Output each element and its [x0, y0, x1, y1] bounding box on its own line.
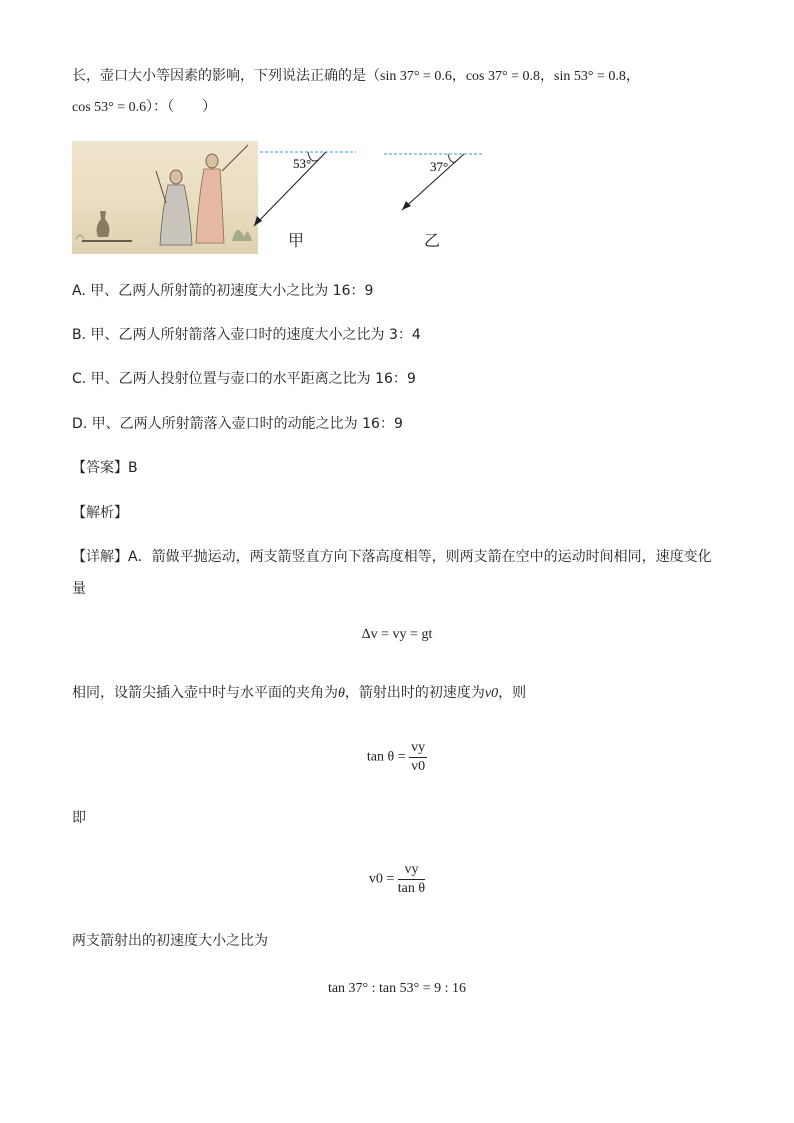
arrow-diagram-jia — [246, 146, 366, 230]
arrow-shaft — [254, 152, 326, 226]
equation-tan-theta — [0, 740, 794, 775]
detail-paragraph-2 — [72, 683, 526, 704]
label-jia: 甲 — [288, 231, 305, 250]
detail-paragraph-3: 即 — [72, 810, 86, 826]
eq2-numerator: vy — [409, 740, 427, 758]
detail-paragraph-1 — [72, 547, 712, 567]
option-b: B. 甲、乙两人所射箭落入壶口时的速度大小之比为 3：4 — [72, 327, 421, 343]
sin37-value: sin 37° = 0.6 — [380, 69, 452, 84]
detail-paragraph-4: 两支箭射出的初速度大小之比为 — [72, 933, 268, 949]
detail-text-2b: ，箭射出时的初速度为 — [344, 685, 485, 701]
cos37-value: cos 37° = 0.8 — [465, 69, 540, 84]
eq3-fraction — [398, 862, 425, 897]
separator: ， — [625, 68, 640, 84]
answer-value: B — [128, 460, 138, 476]
answer-tag: 【答案】 — [72, 460, 128, 476]
angle-label-jia: 53° — [293, 156, 312, 171]
equation-v0 — [0, 862, 794, 897]
separator: ， — [451, 68, 466, 84]
equation-delta-v: Δv = vy = gt — [361, 627, 433, 642]
detail-text-2a: 相同，设箭尖插入壶中时与水平面的夹角为 — [72, 685, 338, 701]
sin53-value: sin 53° = 0.8 — [554, 69, 626, 84]
option-d: D. 甲、乙两人所射箭落入壶口时的动能之比为 16：9 — [72, 416, 403, 432]
detail-text-1: A．箭做平抛运动，两支箭竖直方向下落高度相等，则两支箭在空中的运动时间相同，速度变化 — [128, 549, 712, 565]
eq3-numerator: vy — [398, 862, 425, 880]
arrow-diagram-yi — [380, 146, 490, 218]
detail-paragraph-1b: 量 — [72, 581, 86, 597]
angle-arc — [448, 154, 456, 162]
separator: ， — [540, 68, 554, 84]
eq3-denominator: tan θ — [397, 881, 426, 896]
detail-tag: 【详解】 — [72, 549, 128, 565]
label-yi: 乙 — [424, 231, 441, 250]
v0-symbol: v0 — [484, 686, 499, 701]
stem-ending: ）：（ ） — [146, 99, 217, 115]
stem-text: 长，壶口大小等因素的影响，下列说法正确的是（ — [72, 68, 380, 84]
eq2-denominator: v0 — [411, 759, 426, 774]
pitch-pot-painting — [72, 141, 258, 254]
eq2-lhs: tan θ = — [366, 749, 406, 765]
option-c: C. 甲、乙两人投射位置与壶口的水平距离之比为 16：9 — [72, 371, 416, 387]
angle-label-yi: 37° — [430, 159, 449, 174]
option-a: A. 甲、乙两人所射箭的初速度大小之比为 16：9 — [72, 283, 374, 299]
detail-text-2c: ，则 — [498, 685, 527, 701]
arrow-head-icon — [254, 216, 262, 226]
question-stem-line1 — [72, 66, 640, 87]
eq2-fraction — [409, 740, 427, 775]
theta-symbol: θ — [338, 686, 345, 701]
answer-line — [72, 458, 138, 478]
cos53-value: cos 53° = 0.6 — [72, 100, 147, 115]
analysis-tag: 【解析】 — [72, 505, 128, 521]
eq3-lhs: v0 = — [368, 871, 395, 887]
painting-illustration — [72, 141, 258, 254]
question-stem-line2 — [72, 97, 216, 118]
equation-ratio: tan 37° : tan 53° = 9 : 16 — [327, 981, 467, 996]
